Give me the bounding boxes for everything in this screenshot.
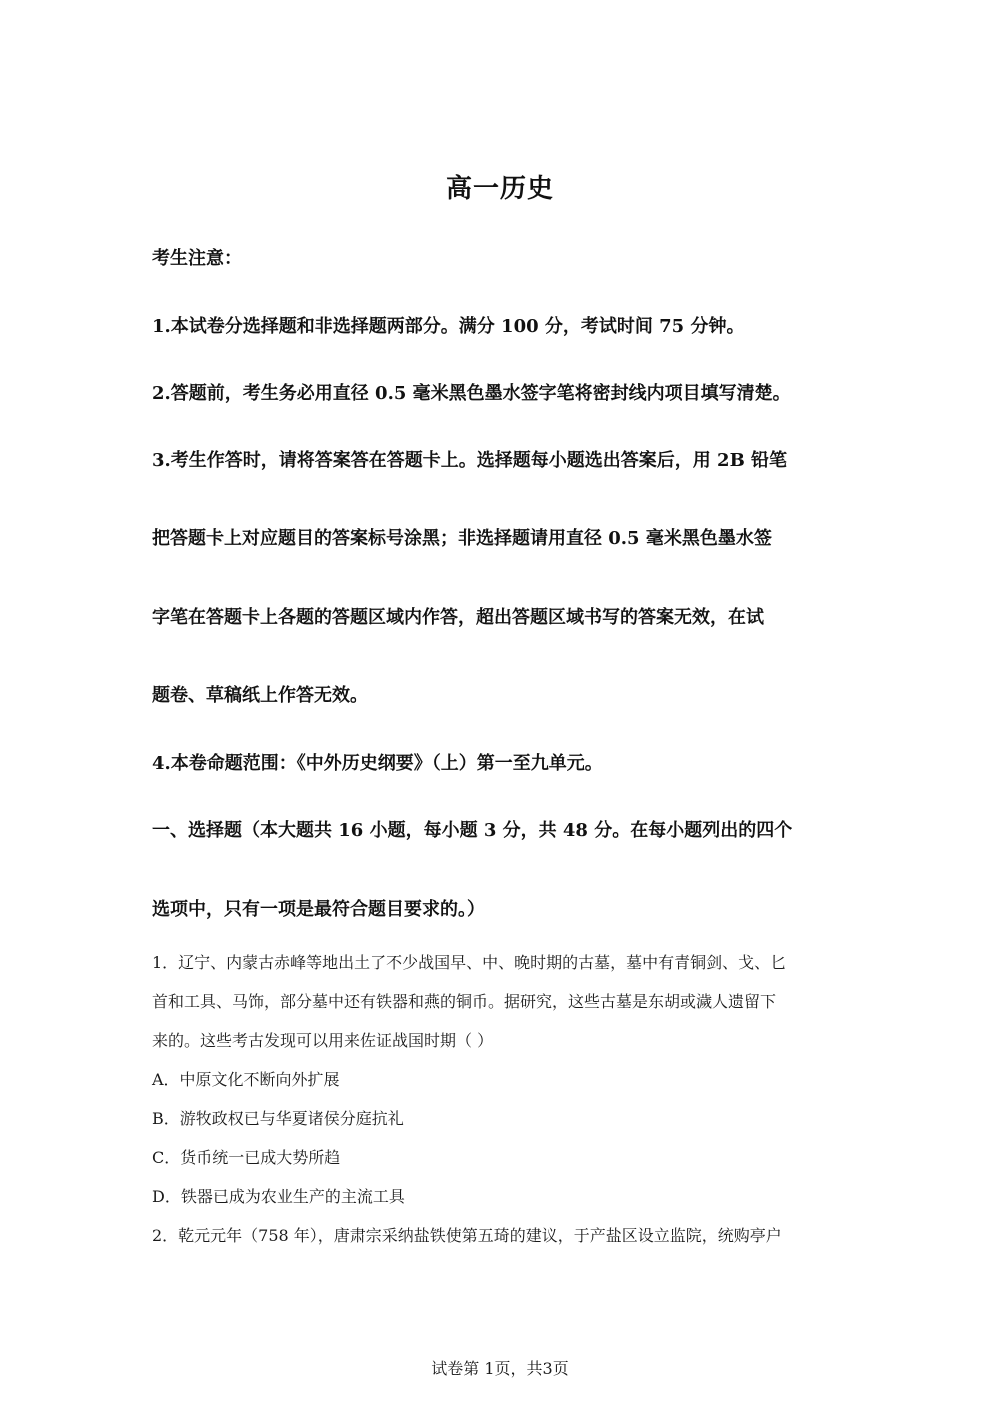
option-c: C．货币统一已成大势所趋 xyxy=(152,1148,341,1167)
question-stem-line: 1．辽宁、内蒙古赤峰等地出土了不少战国早、中、晚时期的古墓，墓中有青铜剑、戈、匕 xyxy=(152,953,787,972)
option-a: A．中原文化不断向外扩展 xyxy=(152,1070,340,1089)
notice-line: 4.本卷命题范围：《中外历史纲要》（上）第一至九单元。 xyxy=(152,753,603,774)
section-heading: 选项中，只有一项是最符合题目要求的。） xyxy=(152,899,485,920)
notice-line: 2.答题前，考生务必用直径 0.5 毫米黑色墨水签字笔将密封线内项目填写清楚。 xyxy=(152,383,791,404)
page-title: 高一历史 xyxy=(445,174,554,204)
option-d: D．铁器已成为农业生产的主流工具 xyxy=(152,1187,405,1206)
page-footer: 试卷第 1页，共3页 xyxy=(431,1359,569,1378)
question-stem-line: 首和工具、马饰，部分墓中还有铁器和燕的铜币。据研究，这些古墓是东胡或濊人遗留下 xyxy=(152,992,777,1011)
question-stem-line: 2．乾元元年（758 年），唐肃宗采纳盐铁使第五琦的建议，于产盐区设立监院，统购亭户 xyxy=(152,1226,782,1245)
notice-line: 字笔在答题卡上各题的答题区域内作答，超出答题区域书写的答案无效，在试 xyxy=(152,607,764,628)
notice-line: 3.考生作答时，请将答案答在答题卡上。选择题每小题选出答案后，用 2B 铅笔 xyxy=(152,450,788,471)
notice-heading: 考生注意： xyxy=(152,248,242,269)
section-heading: 一、选择题（本大题共 16 小题，每小题 3 分，共 48 分。在每小题列出的四个 xyxy=(152,820,793,841)
question-stem-line: 来的。这些考古发现可以用来佐证战国时期（ ） xyxy=(152,1031,494,1050)
notice-line: 题卷、草稿纸上作答无效。 xyxy=(152,685,368,706)
notice-line: 把答题卡上对应题目的答案标号涂黑；非选择题请用直径 0.5 毫米黑色墨水签 xyxy=(152,528,772,549)
option-b: B．游牧政权已与华夏诸侯分庭抗礼 xyxy=(152,1109,404,1128)
notice-line: 1.本试卷分选择题和非选择题两部分。满分 100 分，考试时间 75 分钟。 xyxy=(152,316,745,337)
